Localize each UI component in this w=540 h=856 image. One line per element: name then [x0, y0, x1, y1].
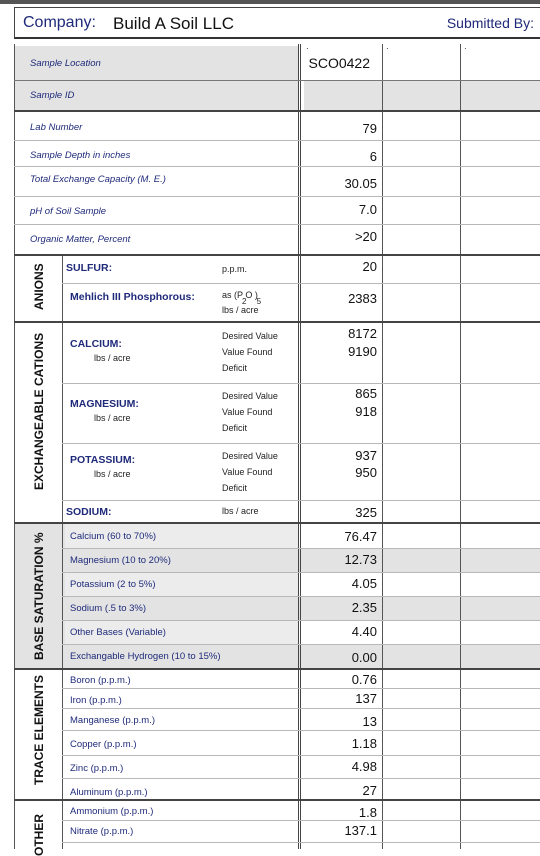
base-saturation-section-label: BASE SATURATION % — [32, 532, 46, 660]
bs-magnesium-value: 12.73 — [344, 552, 377, 567]
company-label: Company: — [23, 14, 96, 31]
anions-section-label: ANIONS — [32, 263, 46, 310]
trace-section-label: TRACE ELEMENTS — [32, 674, 46, 785]
calcium-desired-label: Desired Value — [222, 331, 278, 341]
sulfur-label: SULFUR: — [66, 262, 113, 274]
tec-value: 30.05 — [344, 176, 377, 191]
bs-potassium-value: 4.05 — [351, 576, 377, 591]
bs-sodium-value: 2.35 — [351, 600, 377, 615]
calcium-desired-value: 8172 — [348, 326, 377, 341]
submitted-by-label: Submitted By: — [446, 15, 534, 31]
ph-value: 7.0 — [358, 202, 377, 217]
om-label: Organic Matter, Percent — [30, 234, 131, 245]
iron-label: Iron (p.p.m.) — [70, 695, 122, 706]
bs-hydrogen-label: Exchangable Hydrogen (10 to 15%) — [70, 651, 221, 662]
aluminum-label: Aluminum (p.p.m.) — [70, 787, 148, 798]
sulfur-unit: p.p.m. — [222, 264, 248, 274]
magnesium-desired-label: Desired Value — [222, 391, 278, 401]
bs-hydrogen-value: 0.00 — [351, 650, 377, 665]
bs-calcium-label: Calcium (60 to 70%) — [70, 531, 157, 542]
magnesium-deficit-label: Deficit — [222, 423, 248, 433]
calcium-unit: lbs / acre — [94, 353, 131, 363]
phosphorous-label: Mehlich III Phosphorous: — [70, 291, 195, 303]
magnesium-desired-value: 865 — [355, 386, 377, 401]
aluminum-value: 27 — [362, 783, 377, 798]
sodium-label: SODIUM: — [66, 506, 112, 518]
sample-code: SCO0422 — [308, 55, 370, 71]
boron-value: 0.76 — [351, 672, 377, 687]
bs-other-label: Other Bases (Variable) — [70, 627, 166, 638]
boron-label: Boron (p.p.m.) — [70, 675, 131, 686]
calcium-found-value: 9190 — [348, 344, 377, 359]
sample-location-label: Sample Location — [30, 58, 101, 69]
copper-value: 1.18 — [351, 736, 377, 751]
company-name: Build A Soil LLC — [113, 14, 234, 33]
sample-id-label: Sample ID — [30, 90, 75, 101]
sodium-unit: lbs / acre — [222, 506, 259, 516]
potassium-desired-label: Desired Value — [222, 451, 278, 461]
iron-value: 137 — [355, 691, 377, 706]
magnesium-label: MAGNESIUM: — [70, 398, 139, 410]
phosphorous-unit2: lbs / acre — [222, 305, 259, 315]
calcium-label: CALCIUM: — [70, 338, 122, 350]
magnesium-unit: lbs / acre — [94, 413, 131, 423]
bs-magnesium-label: Magnesium (10 to 20%) — [70, 555, 171, 566]
sample-depth-label: Sample Depth in inches — [30, 150, 131, 161]
phosphorous-value: 2383 — [348, 291, 377, 306]
bs-sodium-label: Sodium (.5 to 3%) — [70, 603, 147, 614]
sulfur-value: 20 — [362, 259, 377, 274]
potassium-found-value: 950 — [355, 465, 377, 480]
om-value: >20 — [354, 229, 377, 244]
cations-section-label: EXCHANGEABLE CATIONS — [32, 332, 46, 490]
sample-id-shade — [304, 80, 540, 110]
bs-calcium-value: 76.47 — [344, 529, 377, 544]
calcium-found-label: Value Found — [222, 347, 273, 357]
phosphorous-subscript: 2 5 — [242, 297, 266, 306]
ammonium-value: 1.8 — [358, 805, 377, 820]
phosphorous-unit: as (P O ) — [222, 290, 258, 300]
potassium-desired-value: 937 — [355, 448, 377, 463]
copper-label: Copper (p.p.m.) — [70, 739, 137, 750]
potassium-deficit-label: Deficit — [222, 483, 248, 493]
tec-label: Total Exchange Capacity (M. E.) — [30, 174, 166, 185]
calcium-deficit-label: Deficit — [222, 363, 248, 373]
manganese-value: 13 — [362, 714, 377, 729]
magnesium-found-value: 918 — [355, 404, 377, 419]
lab-number-value: 79 — [362, 121, 377, 136]
sodium-value: 325 — [355, 505, 377, 520]
zinc-value: 4.98 — [351, 759, 377, 774]
manganese-label: Manganese (p.p.m.) — [70, 715, 156, 726]
magnesium-found-label: Value Found — [222, 407, 273, 417]
nitrate-label: Nitrate (p.p.m.) — [70, 826, 134, 837]
bs-potassium-label: Potassium (2 to 5%) — [70, 579, 156, 590]
ammonium-label: Ammonium (p.p.m.) — [70, 806, 154, 817]
potassium-label: POTASSIUM: — [70, 454, 136, 466]
potassium-unit: lbs / acre — [94, 469, 131, 479]
bs-other-value: 4.40 — [351, 624, 377, 639]
soil-report-table: · · · Sample Location SCO0422 Sample ID Lab Number 79 Sample Depth in inches 6 Total Exchange Capacity (M. E.) 30.05 pH of Soil Sample 7.0 Organic Matter, Percent >20 ANIONS SULFUR: p.p.m. 20 Mehlich III Phosphorous: as (P O ) 2 5 lbs / acre 2383 EXCHANGEABLE CATIONS CALCIUM: lbs / acre Desired Value Value Found Deficit 8172 9190 MAGNESIUM: lbs / acre Desired Value Value Found Deficit 865 918 POTASSIUM: lbs / acre Desired Value Value Found Deficit 937 950 SODIUM: lbs / acre 325 BASE SATURATION % Calcium (60 to 70%) 76.47 Magnesium (10 to 20%) 12.73 Potassium (2 to 5%) 4.05 Sodium (.5 to 3%) 2.35 Other Bases (Variable) 4.40 Exchangable Hydrogen (10 to 15%) 0.00 TRACE ELEMENTS Boron (p.p.m.) 0.76 Iron (p.p.m.) 137 Manganese (p.p.m.) 13 Copper (p.p.m.) 1.18 Zinc (p.p.m.) 4.98 Aluminum (p.p.m.) 27 OTHER Ammonium (p.p.m.) 1.8 Nitrate (p.p.m.) 137.1 — [0, 0, 540, 849]
sample-depth-value: 6 — [369, 149, 377, 164]
lab-number-label: Lab Number — [30, 122, 83, 133]
ph-label: pH of Soil Sample — [30, 206, 107, 217]
potassium-found-label: Value Found — [222, 467, 273, 477]
other-section-label: OTHER — [32, 814, 46, 856]
zinc-label: Zinc (p.p.m.) — [70, 763, 124, 774]
nitrate-value: 137.1 — [344, 823, 377, 838]
